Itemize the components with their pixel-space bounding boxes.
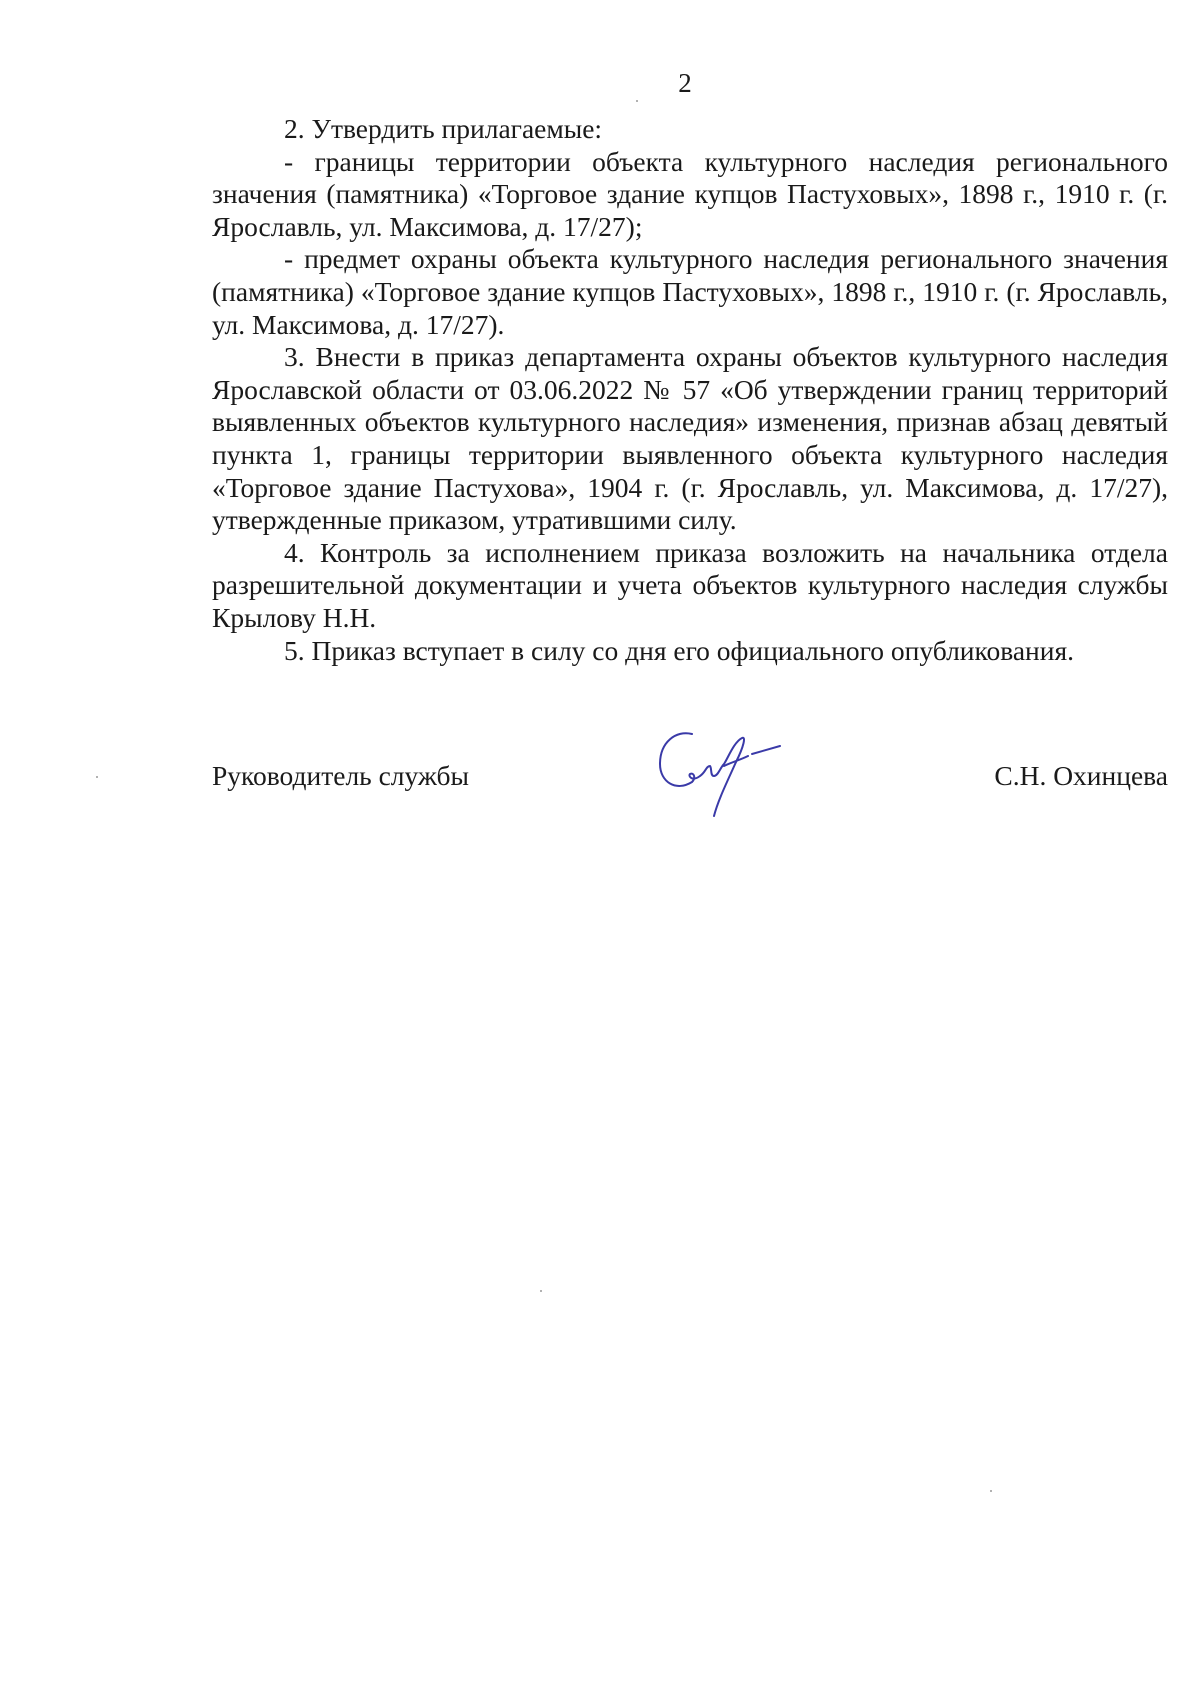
paragraph-control: 4. Контроль за исполнением приказа возложить на начальника отдела разрешительной документации и учета объектов культурного наследия службы Крылову Н.Н. [212,536,1168,633]
document-body [212,113,1168,667]
handwritten-signature [652,720,792,820]
paragraph-amend-order: 3. Внести в приказ департамента охраны объектов культурного наследия Ярославской области от 03.06.2022 № 57 «Об утверждении границ территорий выявленных объектов культурного наследия» изменения, признав абзац девятый пункта 1, границы территории выявленного объекта культурного наследия «Торговое здание Пастухова», 1904 г. (г. Ярославль, ул. Максимова, д. 17/27), утвержденные приказом, утратившими силу. [212,341,1168,536]
paragraph-effective-date: 5. Приказ вступает в силу со дня его официального опубликования. [284,634,1075,666]
scan-speck [990,1490,992,1492]
page-number: 2 [678,68,692,98]
paragraph-protection-subject: - предмет охраны объекта культурного наследия регионального значения (памятника) «Торговое здание купцов Пастуховых», 1898 г., 1910 г. (г. Ярославль, ул. Максимова, д. 17/27). [212,243,1168,340]
signatory-name: С.Н. Охинцева [994,760,1168,791]
paragraph-approve: 2. Утвердить прилагаемые: [284,113,603,144]
scan-speck [96,776,98,778]
signature-block [212,752,1168,792]
signatory-title: Руководитель службы [212,760,470,791]
paragraph-territory-borders: - границы территории объекта культурного наследия регионального значения (памятника) «Торговое здание купцов Пастуховых», 1898 г., 1910 г. (г. Ярославль, ул. Максимова, д. 17/27); [212,145,1168,242]
scan-speck [636,100,638,102]
scan-speck [540,1290,542,1292]
